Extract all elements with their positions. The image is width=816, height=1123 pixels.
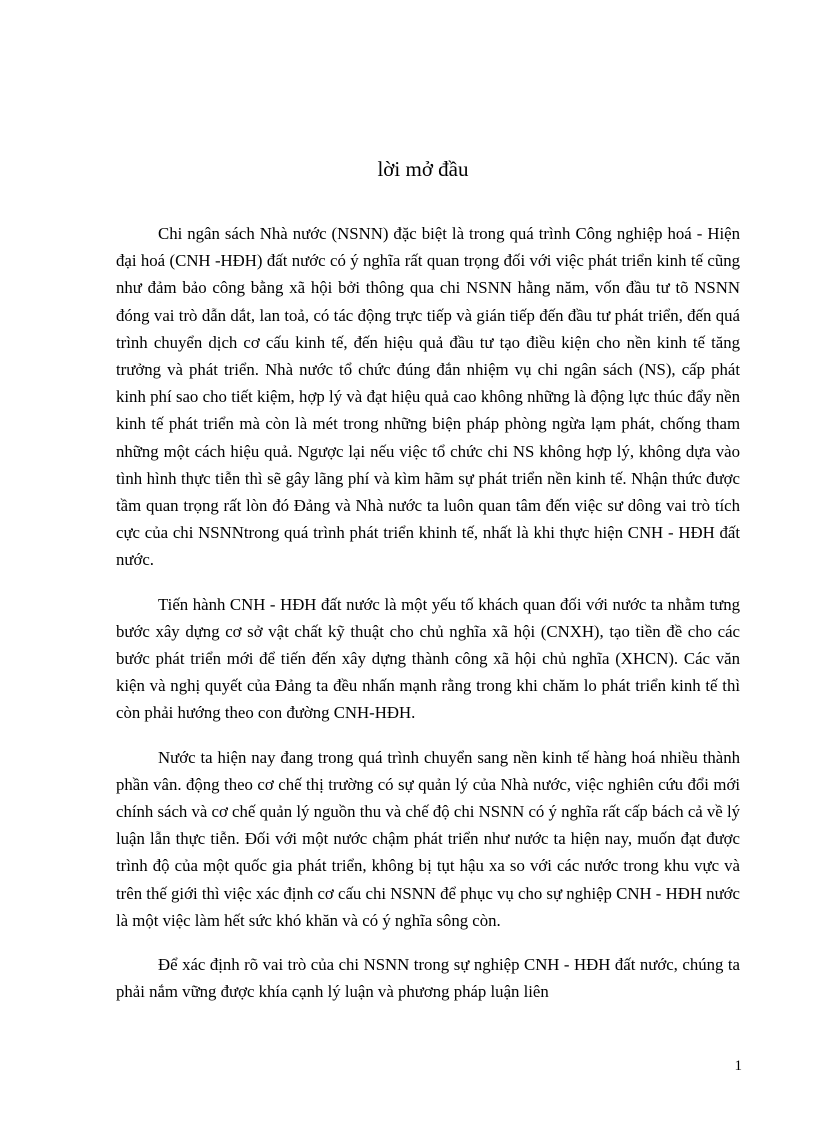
page-number: 1: [734, 1058, 742, 1074]
document-body: [116, 220, 740, 1022]
paragraph-3: Nước ta hiện nay đang trong quá trình chuyển sang nền kinh tế hàng hoá nhiều thành phần vân. động theo cơ chế thị trường có sự quản lý của Nhà nước, việc nghiên cứu đổi mới chính sách và cơ chế quản lý nguồn thu và chế độ chi NSNN có ý nghĩa rất cấp bách cả về lý luận lẫn thực tiễn. Đối với một nước chậm phát triển như nước ta hiện nay, muốn đạt được trình độ của một quốc gia phát triển, không bị tụt hậu xa so với các nước trong khu vực và trên thế giới thì việc xác định cơ cấu chi NSNN để phục vụ cho sự nghiệp CNH - HĐH nước là một việc làm hết sức khó khăn và có ý nghĩa sông còn.: [116, 747, 740, 930]
paragraph-2: Tiến hành CNH - HĐH đất nước là một yếu tố khách quan đối với nước ta nhằm tưng bước xây dựng cơ sở vật chất kỹ thuật cho chủ nghĩa xã hội (CNXH), tạo tiền đề cho các bước phát triển mới để tiến đến xây dựng thành công xã hội chủ nghĩa (XHCN). Các văn kiện và nghị quyết của Đảng ta đều nhấn mạnh rằng trong khi chăm lo phát triển kinh tế thì còn phải hướng theo con đường CNH-HĐH.: [116, 594, 740, 723]
paragraph-1: Chi ngân sách Nhà nước (NSNN) đặc biệt là trong quá trình Công nghiệp hoá - Hiện đại hoá (CNH -HĐH) đất nước có ý nghĩa rất quan trọng đối với việc phát triển kinh tế cũng như đảm bảo công bằng xã hội bởi thông qua chi NSNN hằng năm, vốn đầu tư tõ NSNN đóng vai trò dẫn dắt, lan toả, có tác động trực tiếp và gián tiếp đến đầu tư phát triển, đến quá trình chuyển dịch cơ cấu kinh tế, đến hiệu quả đầu tư tạo điều kiện cho nền kinh tế tăng trưởng và phát triển. Nhà nước tổ chức đúng đắn nhiệm vụ chi ngân sách (NS), cấp phát kinh phí sao cho tiết kiệm, hợp lý và đạt hiệu quả cao không những là động lực thúc đẩy nền kinh tế phát triển mà còn là mét trong những biện pháp phòng ngừa lạm phát, chống tham những một cách hiệu quả. Ngược lại nếu việc tổ chức chi NS không hợp lý, không dựa vào tình hình thực tiễn thì sẽ gây lãng phí và kìm hãm sự phát triển nền kinh tế. Nhận thức được tầm quan trọng rất lòn đó Đảng và Nhà nước ta luôn quan tâm đến việc sư dông vai trò tích cực của chi NSNNtrong quá trình phát triển khinh tế, nhất là khi thực hiện CNH - HĐH đất nước.: [116, 224, 740, 570]
paragraph-4: Để xác định rõ vai trò của chi NSNN trong sự nghiệp CNH - HĐH đất nước, chúng ta phải nắm vững được khía cạnh lý luận và phương pháp luận liên: [116, 955, 740, 1002]
page-title: lời mở đầu: [377, 157, 469, 181]
